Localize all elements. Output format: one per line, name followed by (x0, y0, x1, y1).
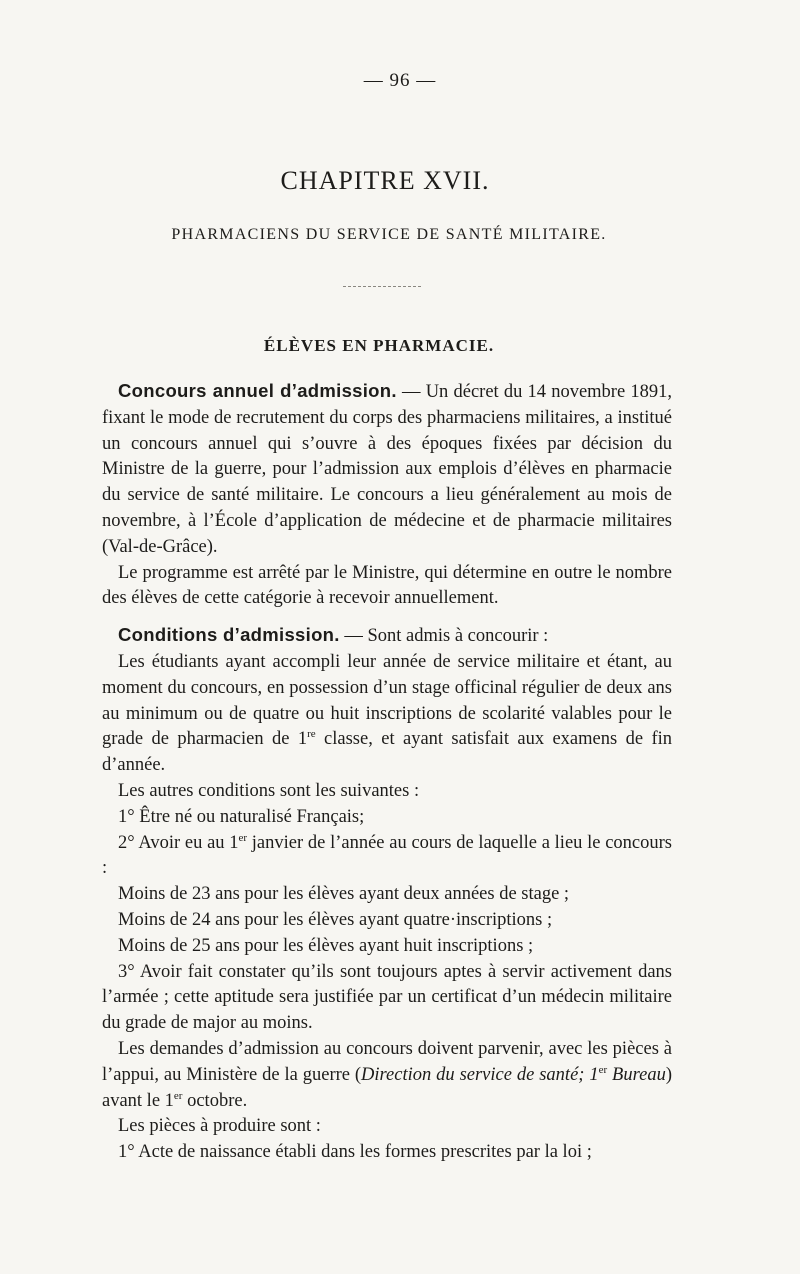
italic-run: Bureau (607, 1064, 666, 1085)
section-divider (343, 286, 421, 288)
superscript: er (173, 1089, 183, 1102)
paragraph-lead: Conditions d’admission. (118, 624, 340, 646)
list-item: 1° Être né ou naturalisé Français; (118, 806, 365, 827)
list-item: 1° Acte de naissance établi dans les formes prescrites par la loi ; (118, 1142, 592, 1163)
list-item: Moins de 23 ans pour les élèves ayant deux années de stage ; (118, 884, 570, 905)
paragraph-text: — Un décret du 14 novembre 1891, fixant le mode de recrutement du corps des pharmaciens militaires, a institué un concours annuel qui s’ouvre à des époques fixées par décision du Ministre de la guerre, pour l’admission aux emplois d’élèves en pharmacie du service de santé militaire. Le concours a lieu généralement au mois de novembre, à l’École d’application de médecine et de pharmacie militaires (Val-de-Grâce). (102, 382, 672, 557)
paragraph-conditions (102, 622, 672, 650)
text-run: octobre. (182, 1090, 248, 1111)
paragraph-demandes (102, 1037, 672, 1114)
paragraph-text: — Sont admis à concourir : (339, 626, 549, 647)
paragraph-programme: Le programme est arrêté par le Ministre, qui détermine en outre le nombre des élèves de cette catégorie à recevoir annuellement. (102, 562, 672, 609)
chapter-title: CHAPITRE XVII. (280, 166, 490, 195)
paragraph-lead: Concours annuel d’admission. (118, 380, 397, 401)
body-text (102, 378, 672, 1166)
list-item: 3° Avoir fait constater qu’ils sont toujours aptes à servir activement dans l’armée ; cette aptitude sera justifiée par un certificat d’un médecin militaire du grade de major au moins. (102, 961, 672, 1034)
paragraph-concours (102, 378, 672, 561)
text-run: classe, et ayant satisfait aux examens de fin d’année. (102, 729, 672, 776)
paragraph-pieces: Les pièces à produire sont : (118, 1116, 321, 1137)
italic-run: Direction du service de santé; 1 (361, 1064, 599, 1085)
paragraph-autres-conditions: Les autres conditions sont les suivantes : (118, 780, 420, 801)
superscript: er (598, 1063, 608, 1076)
chapter-subtitle: PHARMACIENS DU SERVICE DE SANTÉ MILITAIRE. (171, 226, 607, 243)
text-run: ) avant le 1 (102, 1064, 672, 1111)
superscript: er (238, 831, 248, 844)
text-run: janvier de l’année au cours de laquelle a lieu le concours : (102, 832, 672, 879)
list-item: Moins de 25 ans pour les élèves ayant huit inscriptions ; (118, 935, 534, 956)
paragraph-etudiants (102, 650, 672, 779)
text-run: 2° Avoir eu au 1 (118, 832, 239, 853)
superscript: re (307, 728, 316, 741)
list-item (102, 831, 672, 883)
page-number: — 96 — (363, 70, 437, 91)
section-title: ÉLÈVES EN PHARMACIE. (263, 336, 495, 355)
text-run: Les étudiants ayant accompli leur année de service militaire et étant, au moment du concours, en possession d’un stage officinal régulier de deux ans au minimum ou de quatre ou huit inscriptions de scolarité valables pour le grade de pharmacien de 1 (102, 651, 672, 750)
list-item: Moins de 24 ans pour les élèves ayant quatre·inscriptions ; (118, 909, 553, 930)
text-run: Les demandes d’admission au concours doivent parvenir, avec les pièces à l’appui, au Ministère de la guerre ( (102, 1038, 672, 1085)
